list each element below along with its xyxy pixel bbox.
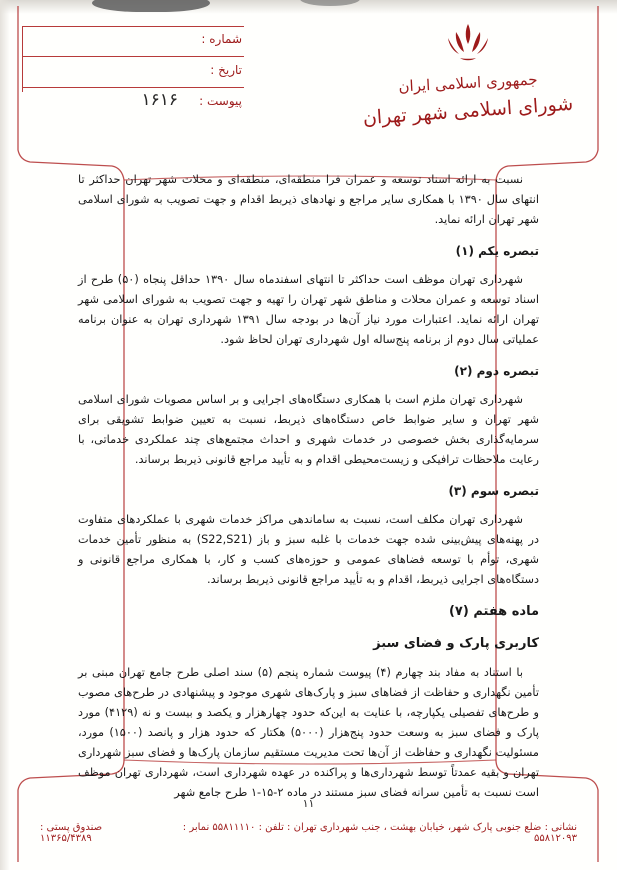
meta-label-number: شماره : [201, 32, 242, 46]
scan-edge-left [0, 0, 10, 870]
paragraph-note-2: شهرداری تهران ملزم است با همکاری دستگاه‌های اجرایی و بر اساس مصوبات شورای اسلامی شهر تهران و سایر ضوابط خاص دستگاه‌های ذیربط، نسبت به تعیین ضوابط تشویقی برای سرمایه‌گذاری بخش خصوصی در خدمات شهری و احداث مجتمع‌های چند عملکردی خدماتی، با رعایت ملاحظات ترافیکی و زیست‌محیطی اقدام و به تأیید مراجع قانونی ذیربط برساند. [78, 393, 539, 466]
heading-note-1: تبصره یکم (۱) [455, 244, 539, 258]
meta-row-date [22, 57, 244, 88]
heading-park-green-space: کاربری پارک و فضای سبز [373, 636, 539, 651]
letterhead-line-org: شورای اسلامی شهر تهران [362, 92, 574, 130]
paragraph-park-green-space: با استناد به مفاد بند چهارم (۴) پیوست شماره پنجم (۵) سند اصلی طرح جامع تهران مبنی بر تأمین نگهداری و حفاظت از فضاهای سبز و پارک‌های شهری موجود و پیشنهادی در طرح‌های مصوب و طرح‌های تفصیلی یکپارچه، با عنایت به این‌که حدود چهارهزار و یکصد و بیست و نه (۴۱۲۹) مورد پارک و فضای سبز به وسعت حدود پنج‌هزار (۵۰۰۰) هکتار که حدود هزار و پانصد (۱۵۰۰) مورد، مسئولیت نگهداری و حفاظت از آن‌ها تحت مدیریت مستقیم سازمان پارک‌ها و فضای سبز شهرداری تهران و بقیه عمدتاً توسط شهرداری‌ها و پراکنده در عهده شهرداری است، شهرداری تهران موظف است نسبت به تأمین سرانه فضای سبز مستند در ماده ۲-۱۵-۱ طرح جامع شهر [78, 666, 539, 799]
heading-note-3: تبصره سوم (۳) [448, 484, 539, 498]
paragraph-intro: نسبت به ارائه اسناد توسعه و عمران فرا منطقه‌ای، منطقه‌ای و محلات شهر تهران حداکثر تا انتهای سال ۱۳۹۰ با همکاری سایر مراجع و نهادهای ذیربط اقدام و جهت تصویب به شورای اسلامی شهر تهران ارائه نماید. [78, 173, 540, 226]
document-body [78, 170, 539, 814]
heading-article-7: ماده هفتم (۷) [448, 604, 539, 619]
footer-address: نشانی : ضلع جنوبی پارک شهر، خیابان بهشت ، جنب شهرداری تهران : تلفن : ۵۵۸۱۱۱۱۰ نمابر : ۵۵۸۱۲۰۹۳ [182, 822, 577, 844]
scan-artifact-secondary [300, 0, 360, 6]
footer-postbox: صندوق پستی : ۱۱۳۶۵/۴۳۸۹ [40, 822, 103, 844]
document-meta-box [22, 26, 244, 118]
meta-label-date: تاریخ : [210, 63, 242, 77]
scan-artifact [92, 0, 210, 12]
heading-note-2: تبصره دوم (۲) [454, 364, 539, 378]
document-footer [40, 822, 577, 844]
meta-label-attachment: پیوست : [199, 94, 242, 108]
page-number: ۱۱ [302, 797, 315, 810]
scan-edge-top [0, 0, 617, 14]
emblem-iran-icon [343, 18, 593, 72]
meta-row-number [22, 26, 244, 57]
letterhead-line-country: جمهوری اسلامی ایران [398, 70, 538, 96]
meta-row-attachment [22, 88, 244, 118]
letterhead [343, 18, 593, 130]
paragraph-note-3: شهرداری تهران مکلف است، نسبت به ساماندهی مراکز خدمات شهری با عملکردهای متفاوت در پهنه‌های پیش‌بینی شده جهت خدمات با غلبه سبز و باز (S22,S21) به منظور تأمین خدمات شهری، توأم با توسعه فضاهای عمومی و حوزه‌های کسب و کار، با همکاری مراجع قانونی و دستگاه‌های اجرایی ذیربط، اقدام و به تأیید مراجع قانونی ذیربط برساند. [78, 513, 539, 586]
paragraph-note-1: شهرداری تهران موظف است حداکثر تا انتهای اسفندماه سال ۱۳۹۰ حداقل پنجاه (۵۰) طرح از اسناد توسعه و عمران محلات و مناطق شهر تهران را تهیه و جهت تصویب به شورای اسلامی شهر تهران ارائه نماید. اعتبارات مورد نیاز آن‌ها در بودجه سال ۱۳۹۱ شهرداری تهران به عنوان برنامه عملیاتی سال دوم از برنامه پنج‌ساله اول شهرداری تهران لحاظ شود. [78, 273, 539, 346]
meta-value-attachment: ۱۶۱۶ [141, 90, 178, 110]
